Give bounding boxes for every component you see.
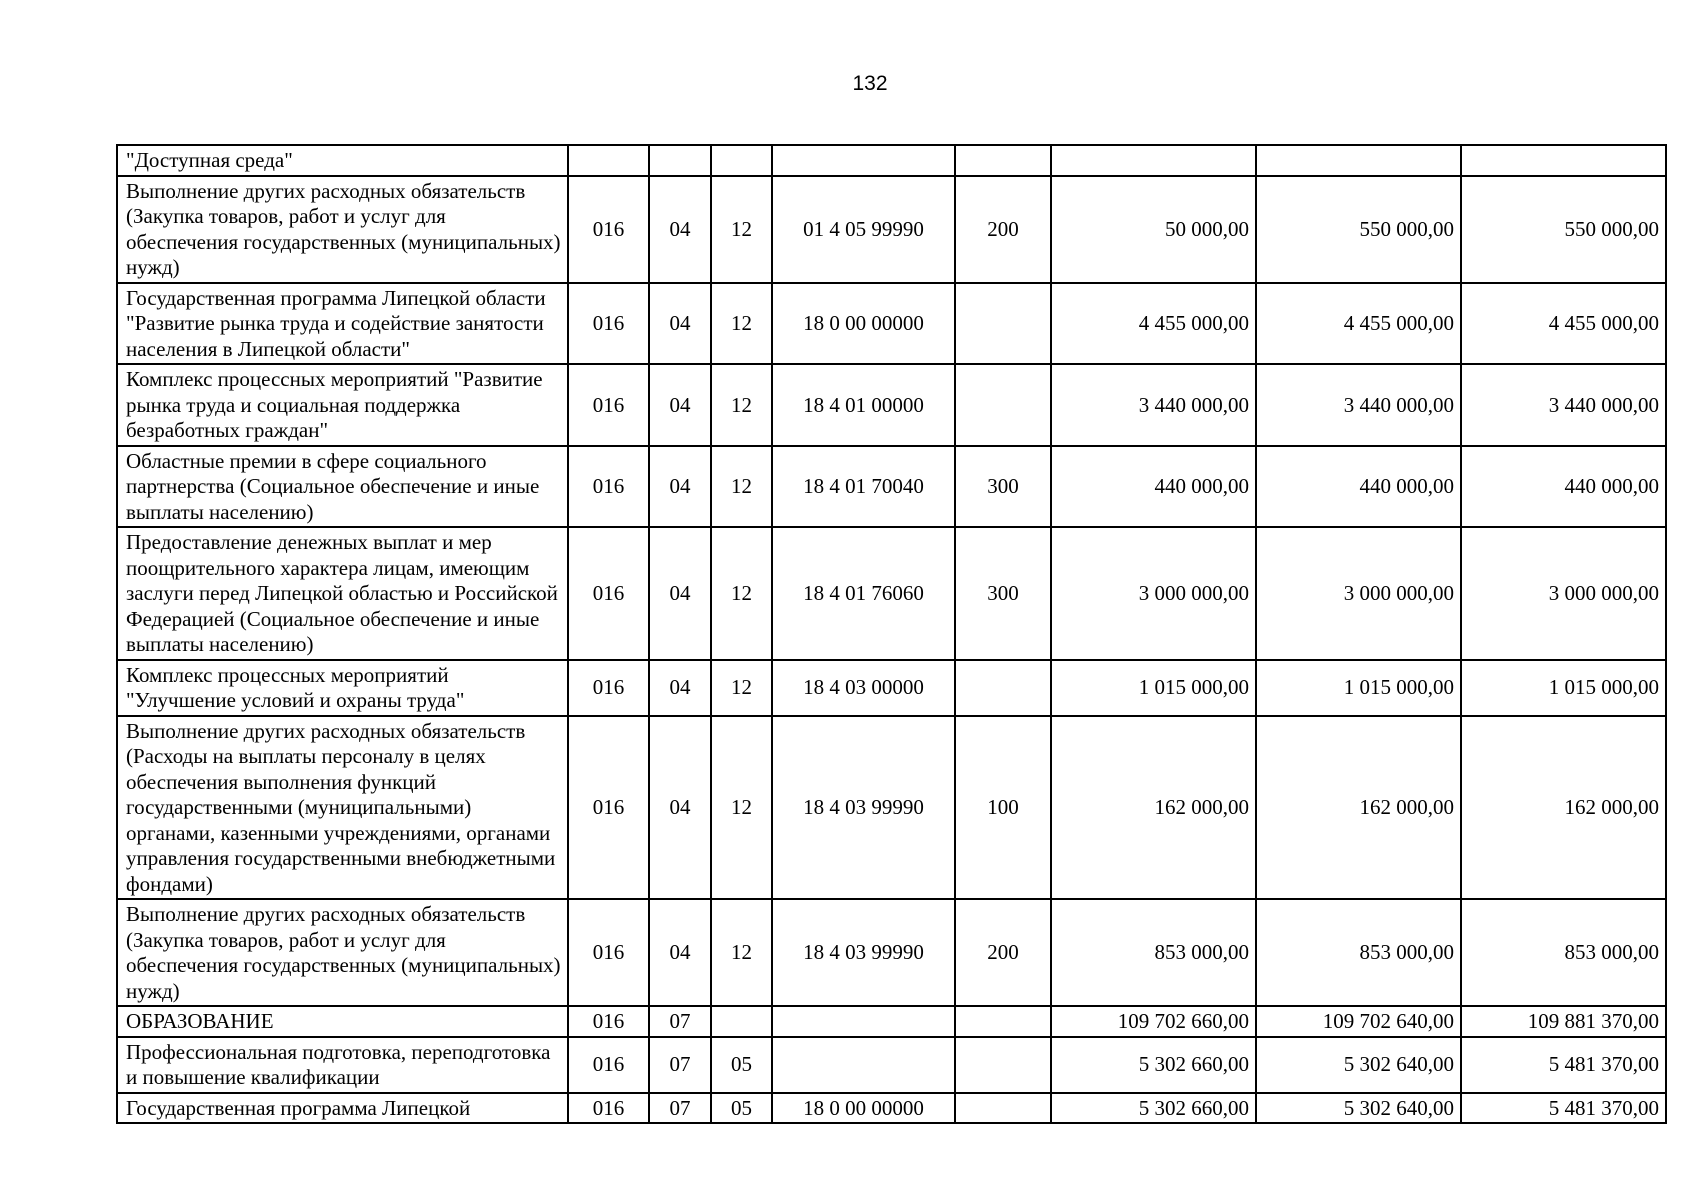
amount-year1-cell: 109 702 660,00 — [1051, 1006, 1256, 1037]
amount-year2-cell: 5 302 640,00 — [1256, 1093, 1461, 1124]
expense-type-cell — [955, 1093, 1051, 1124]
subsection-cell: 12 — [711, 527, 772, 660]
amount-year3-cell: 1 015 000,00 — [1461, 660, 1666, 716]
admin-code-cell: 016 — [568, 1037, 649, 1093]
amount-year3-cell: 3 000 000,00 — [1461, 527, 1666, 660]
amount-year1-cell: 162 000,00 — [1051, 716, 1256, 900]
table-row — [117, 1037, 1666, 1093]
amount-year3-cell — [1461, 145, 1666, 176]
amount-year2-cell: 109 702 640,00 — [1256, 1006, 1461, 1037]
row-name-cell: Профессиональная подготовка, переподготовка и повышение квалификации — [117, 1037, 568, 1093]
admin-code-cell: 016 — [568, 446, 649, 528]
section-cell: 04 — [649, 283, 711, 365]
expense-type-cell — [955, 660, 1051, 716]
amount-year1-cell: 4 455 000,00 — [1051, 283, 1256, 365]
admin-code-cell: 016 — [568, 176, 649, 283]
row-name-cell: Государственная программа Липецкой — [117, 1093, 568, 1124]
subsection-cell: 12 — [711, 364, 772, 446]
expense-type-cell — [955, 1037, 1051, 1093]
table-row — [117, 145, 1666, 176]
row-name-cell: Комплекс процессных мероприятий "Улучшение условий и охраны труда" — [117, 660, 568, 716]
admin-code-cell: 016 — [568, 527, 649, 660]
subsection-cell — [711, 145, 772, 176]
target-article-cell: 18 4 01 00000 — [772, 364, 955, 446]
amount-year2-cell: 853 000,00 — [1256, 899, 1461, 1006]
admin-code-cell: 016 — [568, 1093, 649, 1124]
amount-year3-cell: 109 881 370,00 — [1461, 1006, 1666, 1037]
amount-year3-cell: 4 455 000,00 — [1461, 283, 1666, 365]
section-cell: 07 — [649, 1006, 711, 1037]
expense-type-cell — [955, 364, 1051, 446]
table-row — [117, 1093, 1666, 1124]
amount-year1-cell: 3 440 000,00 — [1051, 364, 1256, 446]
row-name-cell: Выполнение других расходных обязательств (Закупка товаров, работ и услуг для обеспечения государственных (муниципальных) нужд) — [117, 899, 568, 1006]
table-row — [117, 283, 1666, 365]
subsection-cell: 05 — [711, 1037, 772, 1093]
table-row — [117, 364, 1666, 446]
admin-code-cell — [568, 145, 649, 176]
budget-table — [116, 144, 1667, 1124]
amount-year1-cell: 440 000,00 — [1051, 446, 1256, 528]
amount-year1-cell: 5 302 660,00 — [1051, 1037, 1256, 1093]
table-row — [117, 1006, 1666, 1037]
section-cell: 04 — [649, 660, 711, 716]
amount-year1-cell: 853 000,00 — [1051, 899, 1256, 1006]
row-name-cell: "Доступная среда" — [117, 145, 568, 176]
subsection-cell: 05 — [711, 1093, 772, 1124]
amount-year2-cell: 3 000 000,00 — [1256, 527, 1461, 660]
expense-type-cell: 200 — [955, 899, 1051, 1006]
amount-year3-cell: 5 481 370,00 — [1461, 1037, 1666, 1093]
expense-type-cell: 300 — [955, 527, 1051, 660]
expense-type-cell — [955, 145, 1051, 176]
expense-type-cell — [955, 1006, 1051, 1037]
table-row — [117, 716, 1666, 900]
amount-year1-cell: 50 000,00 — [1051, 176, 1256, 283]
section-cell: 04 — [649, 176, 711, 283]
section-cell: 04 — [649, 527, 711, 660]
amount-year3-cell: 853 000,00 — [1461, 899, 1666, 1006]
amount-year3-cell: 162 000,00 — [1461, 716, 1666, 900]
amount-year2-cell: 3 440 000,00 — [1256, 364, 1461, 446]
admin-code-cell: 016 — [568, 1006, 649, 1037]
amount-year2-cell: 162 000,00 — [1256, 716, 1461, 900]
section-cell: 04 — [649, 716, 711, 900]
amount-year2-cell: 440 000,00 — [1256, 446, 1461, 528]
admin-code-cell: 016 — [568, 716, 649, 900]
subsection-cell — [711, 1006, 772, 1037]
section-cell: 04 — [649, 899, 711, 1006]
table-row — [117, 899, 1666, 1006]
row-name-cell: Областные премии в сфере социального партнерства (Социальное обеспечение и иные выплаты населению) — [117, 446, 568, 528]
target-article-cell: 01 4 05 99990 — [772, 176, 955, 283]
row-name-cell: Предоставление денежных выплат и мер поощрительного характера лицам, имеющим заслуги перед Липецкой областью и Российской Федерацией (Социальное обеспечение и иные выплаты населению) — [117, 527, 568, 660]
amount-year2-cell: 4 455 000,00 — [1256, 283, 1461, 365]
subsection-cell: 12 — [711, 446, 772, 528]
amount-year3-cell: 440 000,00 — [1461, 446, 1666, 528]
target-article-cell: 18 4 03 99990 — [772, 899, 955, 1006]
section-cell: 07 — [649, 1093, 711, 1124]
admin-code-cell: 016 — [568, 283, 649, 365]
target-article-cell: 18 4 01 70040 — [772, 446, 955, 528]
amount-year2-cell: 5 302 640,00 — [1256, 1037, 1461, 1093]
target-article-cell — [772, 1037, 955, 1093]
amount-year1-cell: 5 302 660,00 — [1051, 1093, 1256, 1124]
subsection-cell: 12 — [711, 716, 772, 900]
row-name-cell: Выполнение других расходных обязательств (Расходы на выплаты персоналу в целях обеспечения выполнения функций государственными (муниципальными) органами, казенными учреждениями, органами управления государственными внебюджетными фондами) — [117, 716, 568, 900]
page-number: 132 — [852, 72, 888, 95]
target-article-cell: 18 4 01 76060 — [772, 527, 955, 660]
target-article-cell — [772, 1006, 955, 1037]
subsection-cell: 12 — [711, 899, 772, 1006]
expense-type-cell: 200 — [955, 176, 1051, 283]
admin-code-cell: 016 — [568, 660, 649, 716]
section-cell: 07 — [649, 1037, 711, 1093]
amount-year2-cell: 550 000,00 — [1256, 176, 1461, 283]
row-name-cell: Комплекс процессных мероприятий "Развитие рынка труда и социальная поддержка безработных граждан" — [117, 364, 568, 446]
amount-year1-cell: 1 015 000,00 — [1051, 660, 1256, 716]
expense-type-cell: 300 — [955, 446, 1051, 528]
amount-year3-cell: 3 440 000,00 — [1461, 364, 1666, 446]
target-article-cell: 18 0 00 00000 — [772, 283, 955, 365]
amount-year1-cell — [1051, 145, 1256, 176]
amount-year1-cell: 3 000 000,00 — [1051, 527, 1256, 660]
admin-code-cell: 016 — [568, 364, 649, 446]
section-cell — [649, 145, 711, 176]
section-cell: 04 — [649, 364, 711, 446]
table-row — [117, 660, 1666, 716]
subsection-cell: 12 — [711, 660, 772, 716]
table-row — [117, 176, 1666, 283]
amount-year2-cell — [1256, 145, 1461, 176]
section-cell: 04 — [649, 446, 711, 528]
target-article-cell — [772, 145, 955, 176]
row-name-cell: ОБРАЗОВАНИЕ — [117, 1006, 568, 1037]
amount-year2-cell: 1 015 000,00 — [1256, 660, 1461, 716]
expense-type-cell — [955, 283, 1051, 365]
subsection-cell: 12 — [711, 176, 772, 283]
table-body — [117, 145, 1666, 1123]
subsection-cell: 12 — [711, 283, 772, 365]
amount-year3-cell: 550 000,00 — [1461, 176, 1666, 283]
admin-code-cell: 016 — [568, 899, 649, 1006]
row-name-cell: Государственная программа Липецкой области "Развитие рынка труда и содействие занятости населения в Липецкой области" — [117, 283, 568, 365]
expense-type-cell: 100 — [955, 716, 1051, 900]
amount-year3-cell: 5 481 370,00 — [1461, 1093, 1666, 1124]
table-row — [117, 527, 1666, 660]
target-article-cell: 18 0 00 00000 — [772, 1093, 955, 1124]
target-article-cell: 18 4 03 00000 — [772, 660, 955, 716]
table-row — [117, 446, 1666, 528]
target-article-cell: 18 4 03 99990 — [772, 716, 955, 900]
row-name-cell: Выполнение других расходных обязательств (Закупка товаров, работ и услуг для обеспечения государственных (муниципальных) нужд) — [117, 176, 568, 283]
